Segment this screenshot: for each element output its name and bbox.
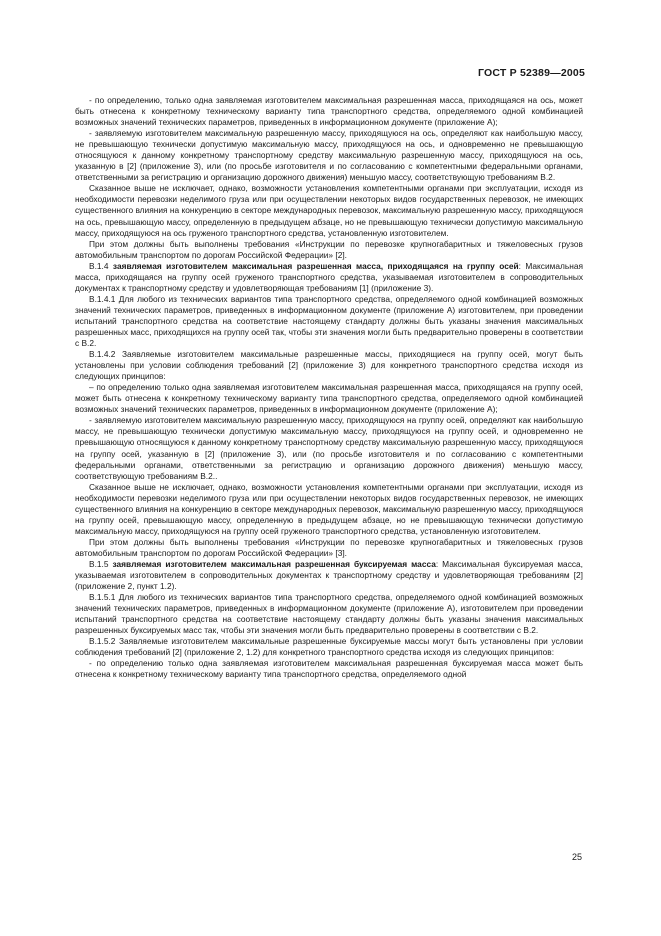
clause-number: В.1.5: [89, 558, 109, 569]
clause-definition: : Максимальная масса, приходящаяся на группу осей груженого транспортного средства, указываемая изготовителем в сопроводительных документах к транспортному средству и удовлетворяющая требованиям [1] (приложение 3).: [75, 260, 583, 293]
clause-b-1-5-2: В.1.5.2 Заявляемые изготовителем максимальные разрешенные буксируемые массы могут быть установлены при условии соблюдения требований [2] (приложение 2, 1.2) для конкретного транспортного средства исходя из следующих принципов:: [75, 636, 583, 658]
paragraph-axis-definition: - по определению, только одна заявляемая изготовителем максимальная разрешенная масса, приходящаяся на ось, может быть отнесена к конкретному техническому варианту типа транспортного средства, определяемого одной комбинацией возможных значений технических параметров, приведенных в информационном документе (приложение А);: [75, 95, 583, 128]
clause-definition: : Максимальная буксируемая масса, указываемая изготовителем в сопроводительных документах к транспортному средству и удовлетворяющая требованиям [2] (приложение 2, пункт 1.2).: [75, 558, 584, 592]
clause-b-1-4: [75, 261, 583, 294]
clause-b-1-4-1: В.1.4.1 Для любого из технических вариантов типа транспортного средства, определяемого одной комбинацией возможных значений технических параметров, приведенных в информационном документе (приложение А) изготовителем, при проведении испытаний транспортного средства на соответствие настоящему стандарту должны быть указаны значения максимальных разрешенных масс, приходящихся на группу осей так, чтобы эти значения могли быть предварительно проверены в соответствии с В.2.: [75, 293, 583, 349]
paragraph-group-declared-mass: - заявляемую изготовителем максимальную разрешенную массу, приходящуюся на группу осей, определяют как наибольшую массу, не превышающую технически допустимую максимальную массу, приходящуюся на группу осей, и одновременно не превышающую относящуюся к данному конкретному транспортному средству максимальную разрешенную массу, приходящуюся на группу осей, указанную в [2] (приложение 3), или (по просьбе изготовителя и по согласованию с компетентными федеральными органами, ответственными за регистрацию и организацию дорожного движения) меньшую массу, соответствующую требованиям В.2..: [75, 415, 583, 481]
paragraph-axis-declared-mass: - заявляемую изготовителем максимальную разрешенную массу, приходящуюся на ось, определяют как наибольшую массу, не превышающую технически допустимую максимальную массу, приходящуюся на ось, и одновременно не превышающую относящуюся к данному конкретному транспортному средству максимальную разрешенную массу, приходящуюся на ось, указанную в [2] (приложение 3), или (по просьбе изготовителя и по согласованию с компетентными федеральными органами, ответственными за регистрацию и организацию дорожного движения) меньшую массу, соответствующую требованиям В.2.: [75, 128, 583, 183]
paragraph-axis-exception: Сказанное выше не исключает, однако, возможности установления компетентными органами при эксплуатации, исходя из необходимости перевозки неделимого груза или при осуществлении некоторых видов государственных перевозок, не имеющих существенного влияния на конкуренцию в секторе международных перевозок, максимальную разрешенную массу, приходящуюся на ось, превышающую массу, определенную в предыдущем абзаце, но не превышающую технически допустимую максимальную массу, приходящуюся на ось груженого транспортного средства, установленную изготовителем.: [75, 183, 583, 238]
page-number: 25: [571, 852, 582, 862]
paragraph-axis-instruction: При этом должны быть выполнены требования «Инструкции по перевозке крупногабаритных и тяжеловесных грузов автомобильным транспортом по дорогам Российской Федерации» [2].: [75, 238, 583, 260]
clause-term: заявляемая изготовителем максимальная разрешенная буксируемая масса: [112, 558, 436, 569]
paragraph-group-exception: Сказанное выше не исключает, однако, возможности установления компетентными органами при эксплуатации, исходя из необходимости перевозки неделимого груза или при осуществлении некоторых видов государственных перевозок, не имеющих существенного влияния на конкуренцию в секторе международных перевозок, максимальную разрешенную массу, приходящуюся на группу осей, превышающую массу, определенную в предыдущем абзаце, но не превышающую технически допустимую максимальную массу, приходящуюся на группу осей груженого транспортного средства, установленную изготовителем.: [75, 481, 583, 536]
clause-b-1-5: [75, 559, 583, 592]
clause-b-1-5-1: В.1.5.1 Для любого из технических вариантов типа транспортного средства, определяемого одной комбинацией возможных значений технических параметров, приведенных в информационном документе (приложение А), изготовителем при проведении испытаний транспортного средства на соответствие настоящему стандарту должны быть указаны значения максимальных разрешенных буксируемых масс так, чтобы эти значения могли быть предварительно проверены в соответствии с В.2.: [75, 592, 583, 636]
clause-term: заявляемая изготовителем максимальная разрешенная масса, приходящаяся на группу осей: [112, 260, 519, 271]
document-header: ГОСТ Р 52389—2005: [477, 67, 585, 79]
paragraph-towed-definition: - по определению только одна заявляемая изготовителем максимальная разрешенная буксируемая масса может быть отнесена к конкретному техническому варианту типа транспортного средства, определяемого одной: [75, 658, 583, 680]
paragraph-group-definition: – по определению только одна заявляемая изготовителем максимальная разрешенная масса, приходящаяся на группу осей, может быть отнесена к конкретному техническому варианту типа транспортного средства, определяемого одной комбинацией возможных значений технических параметров, приведенных в информационном документе (приложение А);: [75, 382, 583, 415]
paragraph-group-instruction: При этом должны быть выполнены требования «Инструкции по перевозке крупногабаритных и тяжеловесных грузов автомобильным транспортом по дорогам Российской Федерации» [3].: [75, 536, 583, 558]
clause-b-1-4-2: В.1.4.2 Заявляемые изготовителем максимальные разрешенные массы, приходящиеся на группу осей, могут быть установлены при условии соблюдения требований [2] (приложение 3) для конкретного транспортного средства исходя из следующих принципов:: [75, 349, 583, 382]
clause-number: В.1.4: [89, 260, 109, 271]
page-body: [75, 95, 583, 680]
